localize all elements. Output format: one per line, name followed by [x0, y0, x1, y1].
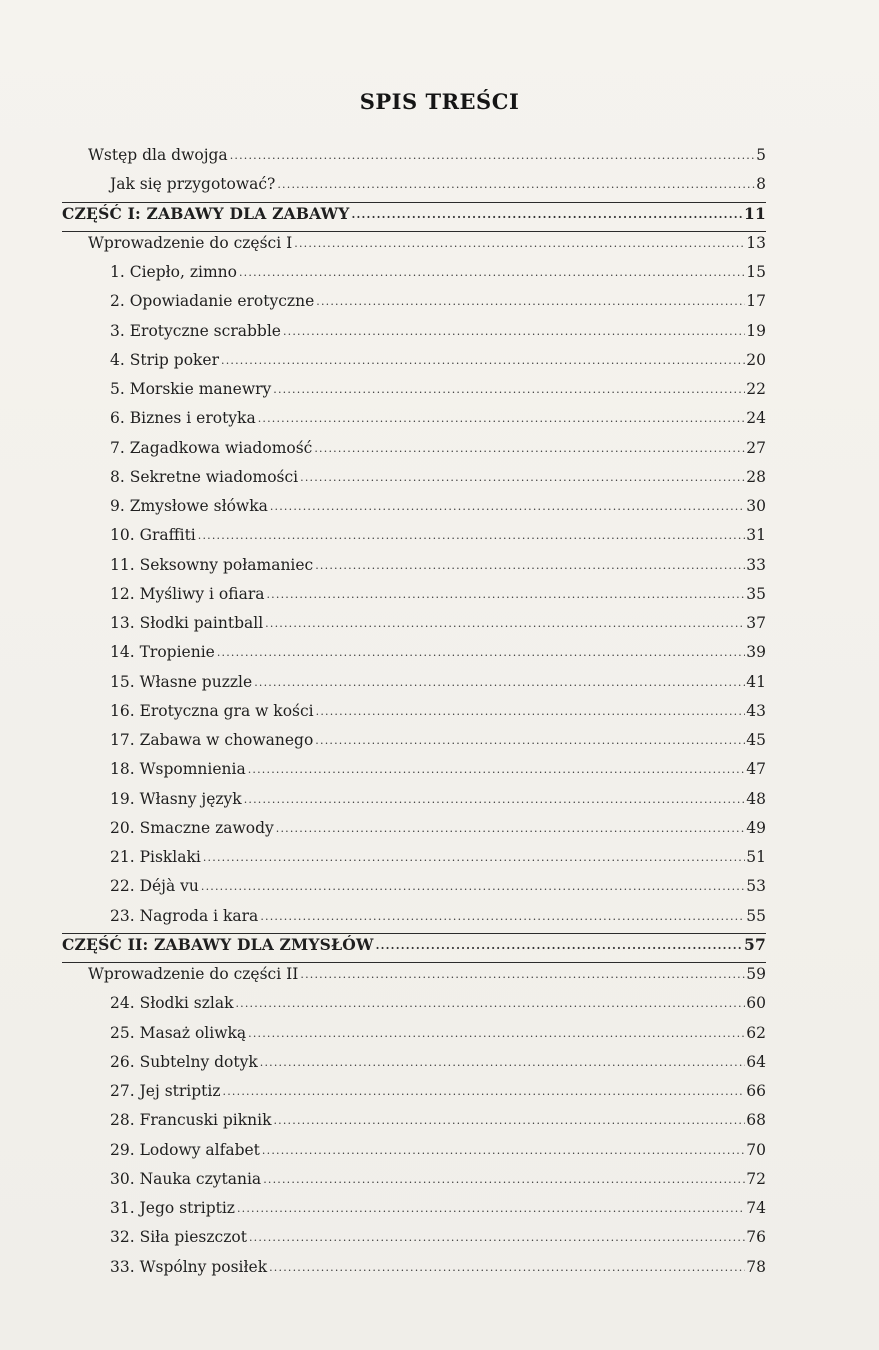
divider-line — [62, 933, 766, 934]
toc-entry — [110, 668, 766, 692]
dot-leader — [263, 1171, 745, 1189]
toc-entry-title: 2. Opowiadanie erotyczne — [110, 292, 315, 311]
toc-entry-title: 31. Jego striptiz — [110, 1199, 235, 1217]
toc-entry-title: Wstęp dla dwojga — [88, 146, 228, 164]
toc-entry-page-number: 41 — [746, 672, 766, 691]
dot-leader — [235, 995, 745, 1013]
toc-entry-page-number: 49 — [746, 818, 766, 837]
dot-leader — [248, 1025, 745, 1043]
dot-leader — [230, 147, 755, 165]
toc-entry — [110, 785, 766, 809]
toc-entry — [88, 141, 766, 165]
toc-entry — [110, 434, 766, 458]
dot-leader — [248, 761, 746, 779]
toc-part-heading — [62, 931, 766, 955]
toc-entry-title: 20. Smaczne zawody — [110, 818, 274, 837]
toc-entry-page-number: 13 — [746, 233, 766, 252]
toc-entry-title: 29. Lodowy alfabet — [110, 1140, 260, 1159]
toc-entry-page-number: 45 — [746, 731, 766, 749]
toc-entry-title: 33. Wspólny posiłek — [110, 1257, 268, 1276]
toc-entry — [110, 170, 766, 194]
toc-entry-title: 1. Ciepło, zimno — [110, 263, 237, 281]
toc-entry-title: 6. Biznes i erotyka — [110, 409, 256, 428]
dot-leader — [260, 1054, 746, 1072]
toc-entry-page-number: 48 — [746, 789, 766, 808]
dot-leader — [221, 352, 745, 370]
toc-entry-title: Jak się przygotować? — [110, 175, 276, 194]
toc-entry-page-number: 28 — [746, 467, 766, 486]
dot-leader — [237, 1200, 745, 1218]
dot-leader — [249, 1229, 745, 1247]
dot-leader — [315, 557, 745, 575]
toc-entry-title: 27. Jej striptiz — [110, 1082, 221, 1100]
dot-leader — [262, 1142, 745, 1160]
toc-entry-page-number: 51 — [746, 848, 766, 866]
toc-entry — [110, 375, 766, 399]
dot-leader — [265, 615, 745, 633]
toc-entry-page-number: 37 — [746, 614, 766, 632]
dot-leader — [376, 937, 743, 955]
toc-entry-page-number: 64 — [746, 1052, 766, 1071]
toc-entry-page-number: 11 — [744, 203, 766, 223]
toc-entry-title: 5. Morskie manewry — [110, 380, 272, 398]
toc-entry — [110, 346, 766, 370]
toc-entry-title: 25. Masaż oliwką — [110, 1023, 247, 1042]
toc-entry-page-number: 70 — [746, 1140, 766, 1159]
toc-entry-title: 10. Graffiti — [110, 526, 196, 545]
toc-entry-page-number: 31 — [746, 526, 766, 545]
toc-entry-page-number: 53 — [746, 877, 766, 896]
toc-entry — [110, 317, 766, 341]
divider-line — [62, 202, 766, 203]
toc-entry-page-number: 5 — [756, 146, 766, 164]
dot-leader — [276, 820, 746, 838]
page-title: SPIS TREŚCI — [359, 89, 520, 114]
dot-leader — [273, 381, 745, 399]
dot-leader — [254, 674, 745, 692]
toc-entry-title: 32. Siła pieszczot — [110, 1228, 247, 1247]
toc-entry-page-number: 62 — [746, 1023, 766, 1042]
dot-leader — [277, 176, 755, 194]
toc-entry-title: 9. Zmysłowe słówka — [110, 497, 268, 515]
toc-entry-title: Wprowadzenie do części I — [88, 233, 293, 252]
toc-entry-page-number: 76 — [746, 1228, 766, 1247]
toc-entry — [110, 1194, 766, 1218]
toc-entry — [110, 726, 766, 750]
toc-entry — [110, 492, 766, 516]
dot-leader — [316, 293, 745, 311]
toc-entry-title: 28. Francuski piknik — [110, 1111, 272, 1130]
dot-leader — [294, 235, 745, 253]
toc-entry-page-number: 17 — [746, 292, 766, 311]
toc-entry — [110, 258, 766, 282]
toc-entry — [110, 404, 766, 428]
toc-entry-title: 24. Słodki szlak — [110, 994, 234, 1013]
toc-entry-page-number: 43 — [746, 701, 766, 720]
dot-leader — [315, 732, 745, 750]
toc-entry-title: Wprowadzenie do części II — [88, 965, 299, 983]
toc-part-heading — [62, 200, 766, 224]
toc-entry-title: 14. Tropienie — [110, 643, 215, 662]
toc-entry-page-number: 20 — [746, 350, 766, 369]
toc-entry-page-number: 22 — [746, 380, 766, 398]
toc-entry-page-number: 24 — [746, 409, 766, 428]
toc-entry — [110, 843, 766, 867]
toc-entry — [110, 902, 766, 926]
dot-leader — [300, 966, 745, 984]
toc-entry-page-number: 74 — [746, 1199, 766, 1217]
toc-entry-title: 16. Erotyczna gra w kości — [110, 701, 314, 720]
toc-entry — [110, 1048, 766, 1072]
toc-entry — [110, 521, 766, 545]
dot-leader — [351, 206, 743, 224]
toc-entry — [110, 1019, 766, 1043]
toc-entry-page-number: 78 — [746, 1257, 766, 1276]
toc-entry-page-number: 59 — [746, 965, 766, 983]
toc-entry-page-number: 33 — [746, 555, 766, 574]
dot-leader — [266, 586, 745, 604]
toc-entry-page-number: 19 — [746, 321, 766, 340]
dot-leader — [300, 469, 745, 487]
toc-entry — [110, 551, 766, 575]
toc-entry-title: 13. Słodki paintball — [110, 614, 264, 632]
dot-leader — [314, 440, 745, 458]
toc-entry — [110, 463, 766, 487]
toc-entry-page-number: 57 — [744, 934, 766, 954]
toc-entry — [110, 638, 766, 662]
toc-entry — [110, 1136, 766, 1160]
toc-entry-title: 3. Erotyczne scrabble — [110, 321, 281, 340]
dot-leader — [244, 791, 746, 809]
dot-leader — [258, 410, 746, 428]
toc-entry — [110, 1253, 766, 1277]
toc-entry-title: 22. Déjà vu — [110, 877, 199, 896]
toc-entry-title: 18. Wspomnienia — [110, 760, 246, 779]
toc-entry-title: CZĘŚĆ I: ZABAWY DLA ZABAWY — [62, 203, 350, 223]
toc-entry — [110, 989, 766, 1013]
toc-entry-title: 11. Seksowny połamaniec — [110, 555, 314, 574]
toc-entry — [110, 814, 766, 838]
dot-leader — [273, 1112, 745, 1130]
dot-leader — [269, 1259, 745, 1277]
toc-entry-page-number: 15 — [746, 263, 766, 281]
dot-leader — [270, 498, 745, 516]
toc-entry — [110, 755, 766, 779]
dot-leader — [203, 849, 745, 867]
dot-leader — [198, 527, 746, 545]
toc-entry — [110, 1106, 766, 1130]
dot-leader — [316, 703, 746, 721]
toc-entry-title: 15. Własne puzzle — [110, 672, 253, 691]
toc-entry-page-number: 27 — [746, 438, 766, 457]
toc-entry — [110, 287, 766, 311]
toc-entry-title: 30. Nauka czytania — [110, 1169, 262, 1188]
toc-entry-page-number: 30 — [746, 497, 766, 515]
toc-entry — [88, 229, 766, 253]
toc-entry-page-number: 68 — [746, 1111, 766, 1130]
toc-entry-title: 26. Subtelny dotyk — [110, 1052, 258, 1071]
dot-leader — [223, 1083, 746, 1101]
toc-entry-page-number: 66 — [746, 1082, 766, 1100]
dot-leader — [260, 908, 745, 926]
toc-entry-title: 8. Sekretne wiadomości — [110, 467, 299, 486]
toc-entry — [110, 580, 766, 604]
toc-entry-title: 7. Zagadkowa wiadomość — [110, 438, 313, 457]
toc-entry-page-number: 60 — [746, 994, 766, 1013]
dot-leader — [283, 323, 745, 341]
toc-entry-page-number: 72 — [746, 1169, 766, 1188]
toc-entry-title: 21. Pisklaki — [110, 848, 201, 866]
toc-entry — [88, 960, 766, 984]
dot-leader — [201, 878, 745, 896]
toc-entry — [110, 872, 766, 896]
toc-entry-title: 19. Własny język — [110, 789, 242, 808]
dot-leader — [239, 264, 745, 282]
toc-entry-title: 23. Nagroda i kara — [110, 906, 259, 925]
toc-entry — [110, 697, 766, 721]
dot-leader — [217, 644, 745, 662]
toc-entry-title: 17. Zabawa w chowanego — [110, 731, 314, 749]
toc-entry — [110, 609, 766, 633]
toc-entry-title: 4. Strip poker — [110, 350, 220, 369]
toc-entry — [110, 1165, 766, 1189]
toc-entry — [110, 1077, 766, 1101]
toc-entry-title: CZĘŚĆ II: ZABAWY DLA ZMYSŁÓW — [62, 934, 374, 954]
toc-entry-page-number: 47 — [746, 760, 766, 779]
toc-entry-title: 12. Myśliwy i ofiara — [110, 584, 265, 603]
toc-entry — [110, 1223, 766, 1247]
toc-entry-page-number: 55 — [746, 906, 766, 925]
toc-entry-page-number: 8 — [756, 175, 766, 194]
toc-entry-page-number: 39 — [746, 643, 766, 662]
toc-entry-page-number: 35 — [746, 584, 766, 603]
